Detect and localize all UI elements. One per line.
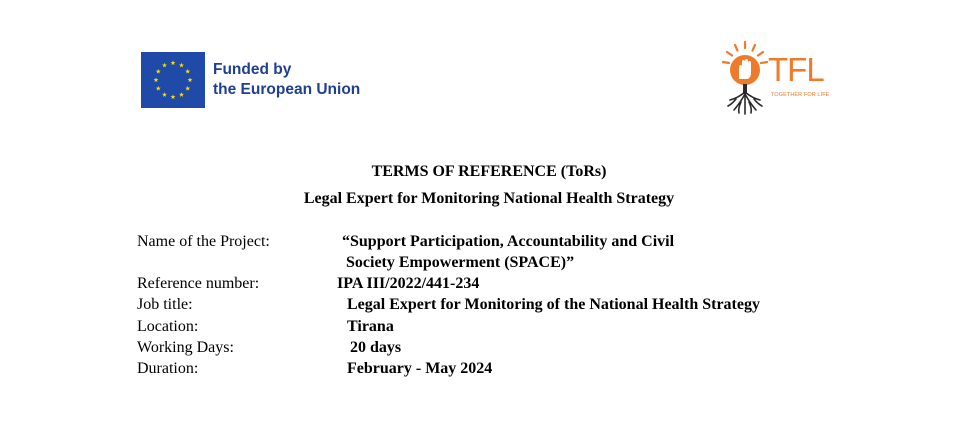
working-days-value: 20 days bbox=[350, 339, 402, 356]
duration-value: February - May 2024 bbox=[347, 360, 493, 377]
tfl-logo-tagline: TOGETHER FOR LIFE bbox=[771, 92, 830, 98]
working-days-label: Working Days: bbox=[137, 339, 234, 356]
reference-number-value: IPA III/2022/441-234 bbox=[337, 275, 480, 292]
document-title: TERMS OF REFERENCE (ToRs) bbox=[371, 163, 607, 180]
eu-logo-line1: Funded by bbox=[213, 61, 292, 78]
project-name-value-line1: “Support Participation, Accountability and Civil bbox=[342, 233, 675, 250]
eu-logo-line2: the European Union bbox=[213, 81, 361, 98]
project-name-value-line2: Society Empowerment (SPACE)” bbox=[346, 254, 575, 271]
eu-logo-text bbox=[213, 60, 360, 100]
tfl-logo bbox=[722, 40, 834, 116]
duration-label: Duration: bbox=[137, 360, 199, 377]
tfl-logo-word: TFL bbox=[768, 51, 824, 88]
tfl-hand-tree-icon bbox=[722, 40, 768, 116]
project-name-label: Name of the Project: bbox=[137, 233, 270, 250]
eu-funding-logo bbox=[141, 52, 361, 108]
job-title-label: Job title: bbox=[137, 296, 193, 313]
location-label: Location: bbox=[137, 318, 199, 335]
document-subtitle: Legal Expert for Monitoring National Health Strategy bbox=[303, 190, 675, 207]
location-value: Tirana bbox=[347, 318, 394, 335]
eu-flag-icon bbox=[141, 52, 205, 108]
job-title-value: Legal Expert for Monitoring of the National Health Strategy bbox=[347, 296, 760, 313]
reference-number-label: Reference number: bbox=[137, 275, 260, 292]
